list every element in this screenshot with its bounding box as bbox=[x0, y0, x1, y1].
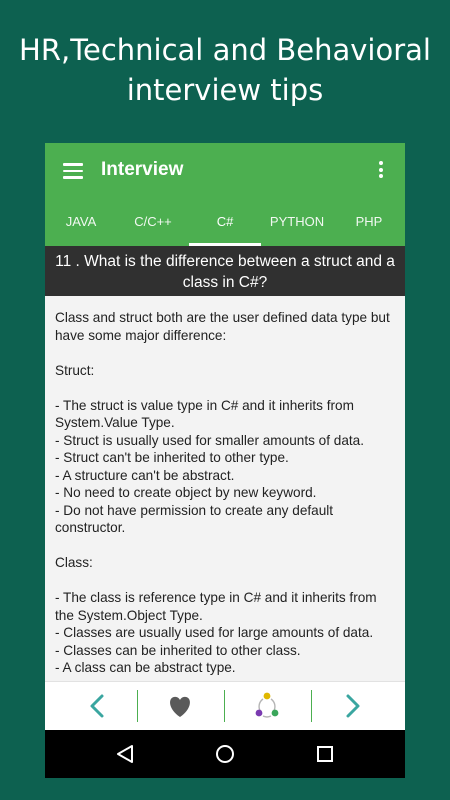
app-bar bbox=[45, 143, 405, 200]
bottom-action-bar bbox=[45, 681, 405, 730]
more-options-icon[interactable] bbox=[374, 161, 388, 181]
previous-button[interactable] bbox=[53, 682, 137, 730]
tab-c-cpp[interactable]: C/C++ bbox=[134, 214, 172, 229]
system-navigation-bar bbox=[45, 730, 405, 778]
hamburger-menu-icon[interactable] bbox=[63, 163, 83, 179]
promo-line-2: interview tips bbox=[126, 73, 324, 107]
language-tabs bbox=[45, 200, 405, 246]
share-icon bbox=[225, 682, 309, 730]
tab-csharp[interactable]: C# bbox=[189, 200, 261, 246]
recents-square-icon bbox=[275, 730, 375, 778]
next-button[interactable] bbox=[312, 682, 396, 730]
back-triangle-icon bbox=[75, 730, 175, 778]
answer-text: Class and struct both are the user defined data type but have some major difference: Struct: - The struct is value type in C# and it inherits from System.Value Type. - Struct is usually used for smaller amounts of data. - Struct can't be inherited to other type. - A structure can't be abstract. - No need to create object by new keyword. - Do not have permission to create any default constructor. Class: - The class is reference type in C# and it inherits from the System.Object Type. - Classes are usually used for large amounts of data. - Classes can be inherited to other class. - A class can be abstract type. bbox=[55, 310, 390, 675]
tab-python[interactable]: PYTHON bbox=[269, 214, 325, 229]
tab-php[interactable]: PHP bbox=[355, 214, 383, 229]
question-header: 11 . What is the difference between a struct and a class in C#? bbox=[45, 246, 405, 296]
promo-line-1: HR,Technical and Behavioral bbox=[19, 33, 431, 67]
share-button[interactable] bbox=[225, 682, 309, 730]
promo-headline bbox=[0, 30, 450, 110]
home-button[interactable] bbox=[175, 730, 275, 778]
favorite-button[interactable] bbox=[138, 682, 222, 730]
chevron-right-icon bbox=[312, 682, 396, 730]
heart-icon bbox=[138, 682, 222, 730]
home-circle-icon bbox=[175, 730, 275, 778]
back-button[interactable] bbox=[75, 730, 175, 778]
phone-screen bbox=[45, 143, 405, 778]
recents-button[interactable] bbox=[275, 730, 375, 778]
app-title: Interview bbox=[101, 159, 184, 180]
chevron-left-icon bbox=[53, 682, 137, 730]
answer-panel[interactable] bbox=[45, 296, 405, 681]
tab-java[interactable]: JAVA bbox=[65, 214, 97, 229]
